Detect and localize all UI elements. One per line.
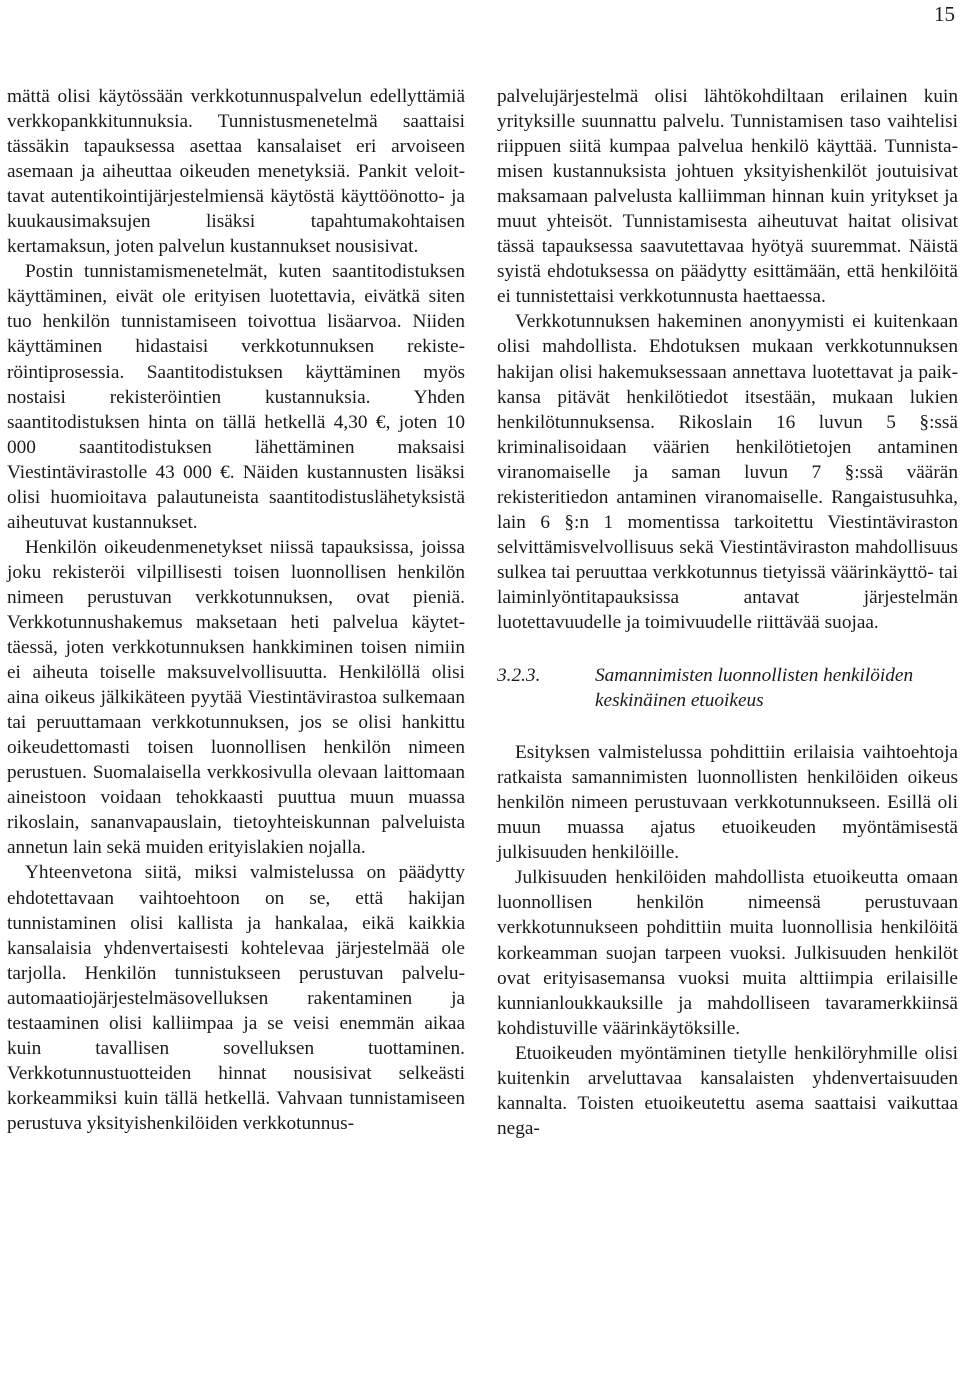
page-number: 15 xyxy=(934,2,955,26)
paragraph: Etuoikeuden myöntäminen tietylle henkilöryhmille olisi kuitenkin arveluttavaa kansalaisten yhdenvertaisuuden kannalta. Toisten etuoikeutettu asema saattaisi vaikuttaa nega- xyxy=(497,1042,958,1139)
right-column xyxy=(497,84,958,1141)
paragraph: Yhteenvetona siitä, miksi valmistelussa on päädytty ehdotettavaan vaihtoehtoon on se, että hakijan tunnistaminen olisi kallista ja hankalaa, eikä kaikkia kansalaisia yhdenvertaisesti kohtelevaa järjestelmää ole tarjolla. Henkilön tunnistukseen perustuvan palveluautomaatiojärjestelmäsovelluksen rakentaminen ja testaaminen olisi kalliimpaa ja se veisi enemmän aikaa kuin tavallisen sovelluksen tuottaminen. Verkkotunnustuotteiden hinnat nousisivat selkeästi korkeammiksi kuin tällä hetkellä. Vahvaan tunnistamiseen perustuva yksityishenkilöiden verkkotunnus- xyxy=(7,862,465,1134)
paragraph: Henkilön oikeudenmenetykset niissä tapauksissa, joissa joku rekisteröi vilpillisesti toisen luonnollisen henkilön nimeen perustuvan verkkotunnuksen, ovat pieniä. Verkkotunnushakemus maksetaan heti palvelua käytettäessä, joten verkkotunnuksen hankkiminen toisen nimiin ei aiheuta toiselle maksuvelvollisuutta. Henkilöllä olisi aina oikeus jälkikäteen pyytää Viestintävirastoa sulkemaan tai peruuttamaan verkkotunnuksen, jos se olisi hankittu oikeudettomasti toisen luonnollisen henkilön nimeen perustuen. Suomalaisella verkkosivulla olevaan laittomaan aineistoon voidaan tehokkaasti puuttua muun muassa rikoslain, sananvapauslain, tietoyhteiskunnan palveluista annetun lain sekä muiden erityislakien nojalla. xyxy=(7,536,465,859)
paragraph: palvelujärjestelmä olisi lähtökohdiltaan erilainen kuin yrityksille suunnattu palvelu. Tunnistamisen taso vaihtelisi riippuen siitä kumpaa palvelua henkilö käyttää. Tunnistamisen kustannuksista johtuen yksityishenkilöt joutuisivat maksamaan palvelusta kalliimman hinnan kuin yritykset ja muut yhteisöt. Tunnistamisesta aiheutuvat haitat olisivat tässä tapauksessa saavutettavaa hyötyä suuremmat. Näistä syistä ehdotuksessa on päädytty esittämään, että henkilöitä ei tunnistettaisi verkkotunnusta haettaessa. xyxy=(497,86,958,308)
paragraph: Postin tunnistamismenetelmät, kuten saantitodistuksen käyttäminen, eivät ole erityisen luotettavia, eivätkä siten tuo henkilön tunnistamiseen toivottua lisäarvoa. Niiden käyttäminen hidastaisi verkkotunnuksen rekisteröintiprosessia. Saantitodistuksen käyttäminen myös nostaisi rekisteröintien kustannuksia. Yhden saantitodistuksen hinta on tällä hetkellä 4,30 €, joten 10 000 saantitodistuksen lähettäminen maksaisi Viestintävirastolle 43 000 €. Näiden kustannusten lisäksi olisi huomioitava palautuneista saantitodistuslähetyksistä aiheutuvat kustannukset. xyxy=(7,261,465,533)
section-title: Samannimisten luonnollisten henkilöiden keskinäinen etuoikeus xyxy=(595,665,914,712)
left-column xyxy=(7,84,465,1136)
section-number: 3.2.3. xyxy=(497,665,541,687)
paragraph: Verkkotunnuksen hakeminen anonyymisti ei kuitenkaan olisi mahdollista. Ehdotuksen mukaan verkkotunnuksen hakijan olisi hakemuksessaan annettava luotettavat ja paikkansa pitävät henkilötiedot itsestään, mukaan lukien henkilötunnuksensa. Rikoslain 16 luvun 5 §:ssä kriminalisoidaan väärien henkilötietojen antaminen viranomaiselle ja saman luvun 7 §:ssä väärän rekisteritiedon antaminen viranomaiselle. Rangaistusuhka, lain 6 §:n 1 momentissa tarkoitettu Viestintäviraston selvittämisvelvollisuus sekä Viestintäviraston mahdollisuus sulkea tai peruuttaa verkkotunnus tietyissä väärinkäyttö- tai laiminlyöntitapauksissa antavat järjestelmän luotettavuudelle ja toimivuudelle riittävää suojaa. xyxy=(497,311,958,633)
section-heading xyxy=(497,663,958,713)
paragraph: mättä olisi käytössään verkkotunnuspalvelun edellyttämiä verkkopankkitunnuksia. Tunnistusmenetelmä saattaisi tässäkin tapauksessa asettaa kansalaiset eri arvoiseen asemaan ja aiheuttaa oikeuden menetyksiä. Pankit veloittavat autentikointijärjestelmiensä käytöstä käyttöönotto- ja kuukausimaksujen lisäksi tapahtumakohtaisen kertamaksun, joten palvelun kustannukset nousisivat. xyxy=(7,86,465,258)
paragraph: Julkisuuden henkilöiden mahdollista etuoikeutta omaan luonnollisen henkilön nimeensä perustuvaan verkkotunnukseen pohdittiin muita luonnollisia henkilöitä korkeamman suojan tarpeen vuoksi. Julkisuuden henkilöt ovat erityisasemansa vuoksi muita alttiimpia erilaisille kunnianloukkauksille ja mahdolliseen tavaramerkkiinsä kohdistuville väärinkäytöksille. xyxy=(497,867,958,1039)
paragraph: Esityksen valmistelussa pohdittiin erilaisia vaihtoehtoja ratkaista samannimisten luonnollisten henkilöiden oikeus henkilön nimeen perustuvaan verkkotunnukseen. Esillä oli muun muassa ajatus etuoikeuden myöntämisestä julkisuuden henkilöille. xyxy=(497,742,958,864)
